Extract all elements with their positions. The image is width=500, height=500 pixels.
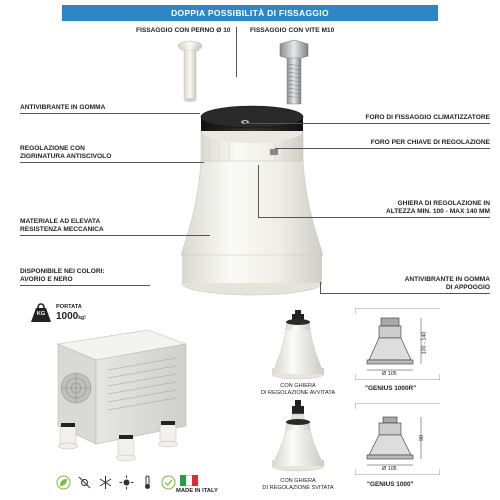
snowflake-sun-icon — [98, 475, 113, 490]
made-in-italy-label: MADE IN ITALY — [176, 488, 218, 494]
variant-2-caption-1: CON GHIERA — [280, 478, 316, 484]
leader-line — [20, 285, 150, 286]
leader-line — [258, 217, 490, 218]
variant-1-diameter: Ø 105 — [382, 371, 397, 377]
regolazione-label-2: ZIGRINATURA ANTISCIVOLO — [20, 153, 112, 160]
ghiera-label-1: GHIERA DI REGOLAZIONE IN — [397, 200, 490, 207]
technical-drawing-1 — [355, 308, 440, 400]
leader-line — [20, 162, 204, 163]
leader-line — [275, 148, 490, 149]
feature-icons-row — [56, 475, 176, 490]
appoggio-label-1: ANTIVIBRANTE IN GOMMA — [404, 276, 490, 283]
foro-fissaggio-label: FORO DI FISSAGGIO CLIMATIZZATORE — [365, 114, 490, 121]
leader-line — [258, 165, 259, 217]
variant-2-diameter: Ø 105 — [382, 466, 397, 472]
variant-2-model: "GENIUS 1000" — [367, 481, 414, 488]
variant-2-caption-2: DI REGOLAZIONE SVITATA — [262, 485, 334, 491]
technical-drawing-2 — [355, 403, 440, 495]
perno-fixing-label: FISSAGGIO CON PERNO Ø 10 — [136, 27, 231, 34]
leader-line — [20, 235, 210, 236]
regolazione-label-1: REGOLAZIONE CON — [20, 145, 85, 152]
drawing-2-lines — [355, 403, 440, 475]
pin-illustration — [168, 38, 212, 104]
portata-caption: PORTATA — [56, 304, 82, 310]
weight-badge: KG — [36, 311, 46, 317]
air-conditioner-illustration — [48, 326, 196, 468]
italy-flag-icon — [180, 475, 198, 486]
main-foot-illustration — [175, 105, 330, 300]
bolt-illustration — [276, 38, 312, 108]
separator-line — [236, 27, 237, 77]
temperature-icon — [140, 475, 155, 490]
leader-line — [320, 282, 321, 293]
sun-off-icon — [77, 475, 92, 490]
colori-label-2: AVORIO E NERO — [20, 276, 73, 283]
section-banner: DOPPIA POSSIBILITÀ DI FISSAGGIO — [62, 5, 438, 21]
variant-1-model: "GENIUS 1000R" — [365, 385, 417, 392]
materiale-label-1: MATERIALE AD ELEVATA — [20, 218, 101, 225]
sun-icon — [119, 475, 134, 490]
ghiera-label-2: ALTEZZA MIN. 100 - MAX 140 MM — [385, 208, 490, 215]
colori-label-1: DISPONIBILE NEI COLORI: — [20, 268, 105, 275]
foro-chiave-label: FORO PER CHIAVE DI REGOLAZIONE — [370, 139, 490, 146]
variant-1-foot-illustration — [268, 308, 328, 380]
variant-1-height: 100 - 140 — [421, 331, 428, 355]
vite-fixing-label: FISSAGGIO CON VITE M10 — [250, 27, 335, 34]
leader-line — [20, 113, 200, 114]
leader-line — [320, 293, 490, 294]
ok-icon — [161, 475, 176, 490]
materiale-label-2: RESISTENZA MECCANICA — [20, 226, 104, 233]
appoggio-label-2: DI APPOGGIO — [445, 284, 490, 291]
variant-1-caption-1: CON GHIERA — [280, 383, 316, 389]
variant-2-height: 90 — [419, 435, 425, 441]
leaf-icon — [56, 475, 71, 490]
portata-unit: kg! — [78, 315, 86, 321]
variant-2-foot-illustration — [268, 398, 328, 472]
leader-line — [245, 123, 490, 124]
antivibrante-label: ANTIVIBRANTE IN GOMMA — [20, 104, 106, 111]
portata-value: 1000kg! — [56, 311, 86, 322]
variant-1-caption-2: DI REGOLAZIONE AVVITATA — [260, 390, 336, 396]
